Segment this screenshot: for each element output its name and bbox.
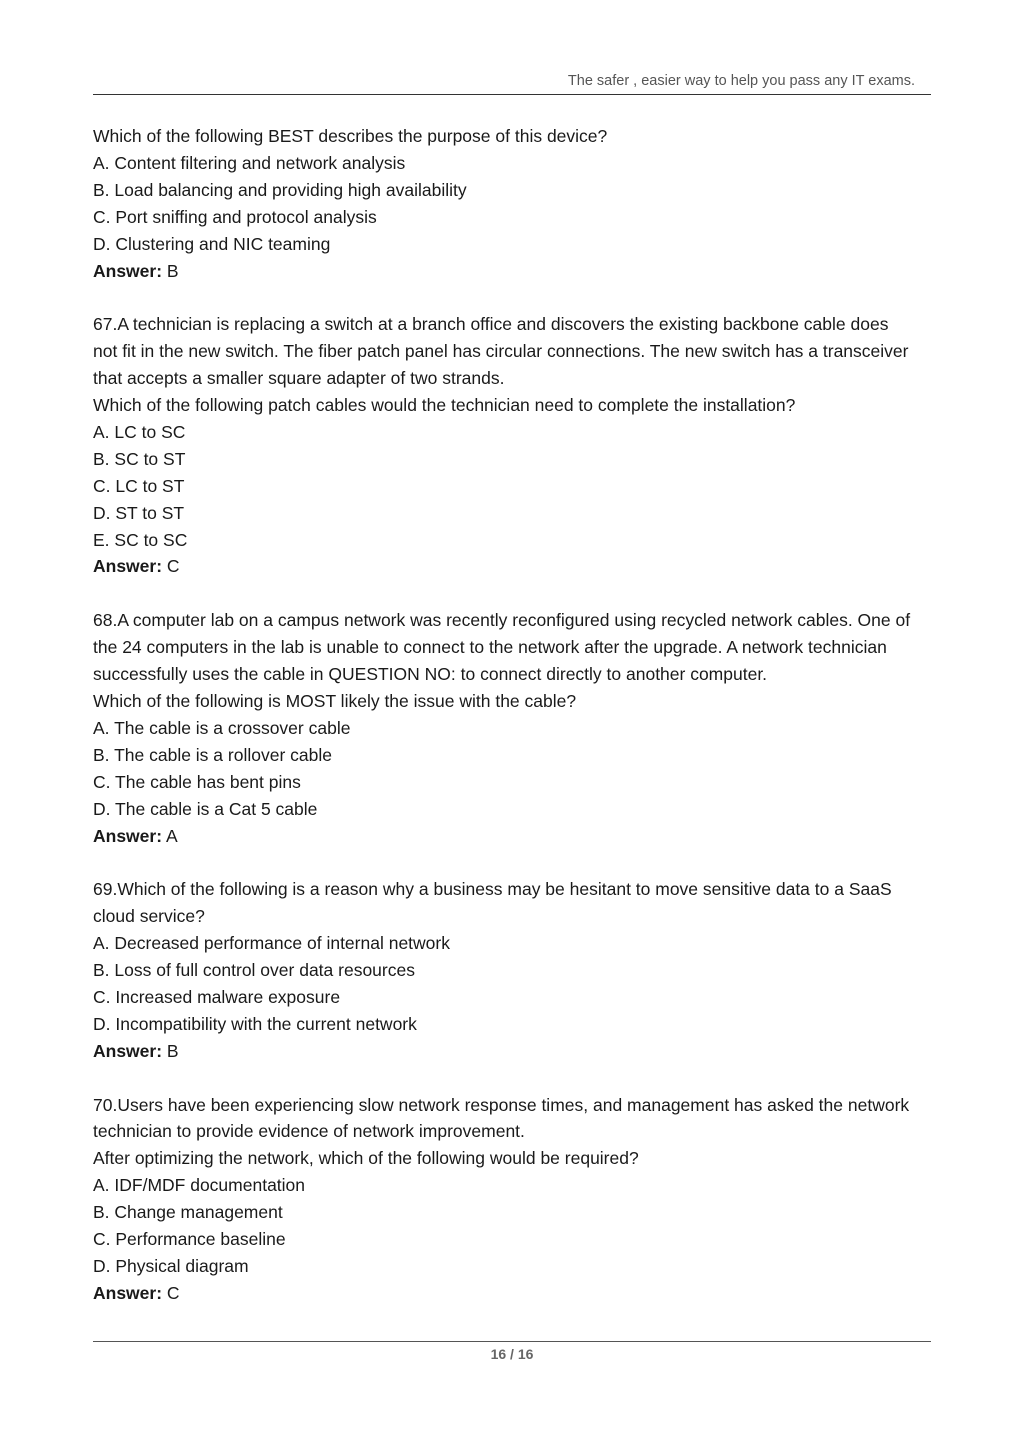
answer-option: C. The cable has bent pins xyxy=(93,771,301,792)
question-block-70 xyxy=(93,1092,933,1307)
question-stem-line: 69.Which of the following is a reason why a business may be hesitant to move sensitive data to a SaaS xyxy=(93,879,892,900)
answer-label: Answer: xyxy=(93,1282,163,1303)
question-stem-line: Which of the following BEST describes the purpose of this device? xyxy=(93,126,608,146)
page-content xyxy=(93,123,933,1334)
question-stem-line: 70.Users have been experiencing slow network response times, and management has asked the network xyxy=(93,1094,910,1115)
question-stem-line: not fit in the new switch. The fiber patch panel has circular connections. The new switch has a transceiver xyxy=(93,341,909,362)
question-stem-line: the 24 computers in the lab is unable to connect to the network after the upgrade. A network technician xyxy=(93,637,887,658)
answer-option: B. SC to ST xyxy=(93,448,186,469)
answer-value: C xyxy=(166,556,180,577)
question-block-69 xyxy=(93,876,933,1064)
answer-option: A. Content filtering and network analysis xyxy=(93,152,406,173)
page-header xyxy=(93,72,931,95)
page-number: 16 / 16 xyxy=(490,1346,534,1362)
answer-option: B. The cable is a rollover cable xyxy=(93,744,332,765)
answer-label: Answer: xyxy=(93,260,163,281)
answer-option: B. Change management xyxy=(93,1202,283,1223)
answer-option: C. Performance baseline xyxy=(93,1229,286,1250)
question-block-continuation xyxy=(93,123,933,284)
question-block-68 xyxy=(93,607,933,849)
page-footer xyxy=(93,1341,931,1364)
answer-label: Answer: xyxy=(93,1040,163,1061)
answer-option: D. Physical diagram xyxy=(93,1256,249,1276)
answer-option: A. Decreased performance of internal network xyxy=(93,933,450,954)
question-stem-line: cloud service? xyxy=(93,906,205,927)
question-stem-line: After optimizing the network, which of the following would be required? xyxy=(93,1148,639,1169)
answer-option: A. IDF/MDF documentation xyxy=(93,1175,306,1196)
question-stem-line: Which of the following is MOST likely the issue with the cable? xyxy=(93,691,577,711)
answer-line xyxy=(93,553,933,580)
answer-label: Answer: xyxy=(93,556,163,577)
answer-label: Answer: xyxy=(93,825,163,846)
answer-option: A. The cable is a crossover cable xyxy=(93,717,351,738)
question-stem-line: successfully uses the cable in QUESTION NO: to connect directly to another computer. xyxy=(93,664,768,685)
question-stem-line: that accepts a smaller square adapter of two strands. xyxy=(93,368,505,389)
answer-option: C. LC to ST xyxy=(93,475,185,496)
answer-line xyxy=(93,823,933,850)
answer-option: D. Incompatibility with the current network xyxy=(93,1013,417,1034)
answer-option: D. ST to ST xyxy=(93,502,185,523)
question-block-67 xyxy=(93,311,933,580)
answer-option: D. Clustering and NIC teaming xyxy=(93,233,331,254)
answer-option: E. SC to SC xyxy=(93,529,188,550)
answer-line xyxy=(93,1038,933,1065)
answer-line xyxy=(93,258,933,285)
answer-option: C. Increased malware exposure xyxy=(93,986,341,1007)
answer-option: B. Loss of full control over data resources xyxy=(93,960,415,981)
answer-option: B. Load balancing and providing high availability xyxy=(93,179,467,200)
question-stem-line: 67.A technician is replacing a switch at a branch office and discovers the existing backbone cable does xyxy=(93,314,889,335)
answer-value: B xyxy=(166,1040,179,1061)
question-stem-line: Which of the following patch cables would the technician need to complete the installation? xyxy=(93,395,796,416)
question-stem-line: technician to provide evidence of network improvement. xyxy=(93,1121,525,1142)
answer-value: C xyxy=(166,1282,180,1303)
answer-option: A. LC to SC xyxy=(93,421,186,442)
answer-option: C. Port sniffing and protocol analysis xyxy=(93,206,377,227)
answer-line xyxy=(93,1280,933,1307)
answer-option: D. The cable is a Cat 5 cable xyxy=(93,798,318,819)
header-tagline: The safer , easier way to help you pass any IT exams. xyxy=(567,73,915,89)
answer-value: A xyxy=(165,825,178,846)
answer-value: B xyxy=(166,260,179,281)
question-stem-line: 68.A computer lab on a campus network was recently reconfigured using recycled network cables. One of xyxy=(93,610,911,631)
